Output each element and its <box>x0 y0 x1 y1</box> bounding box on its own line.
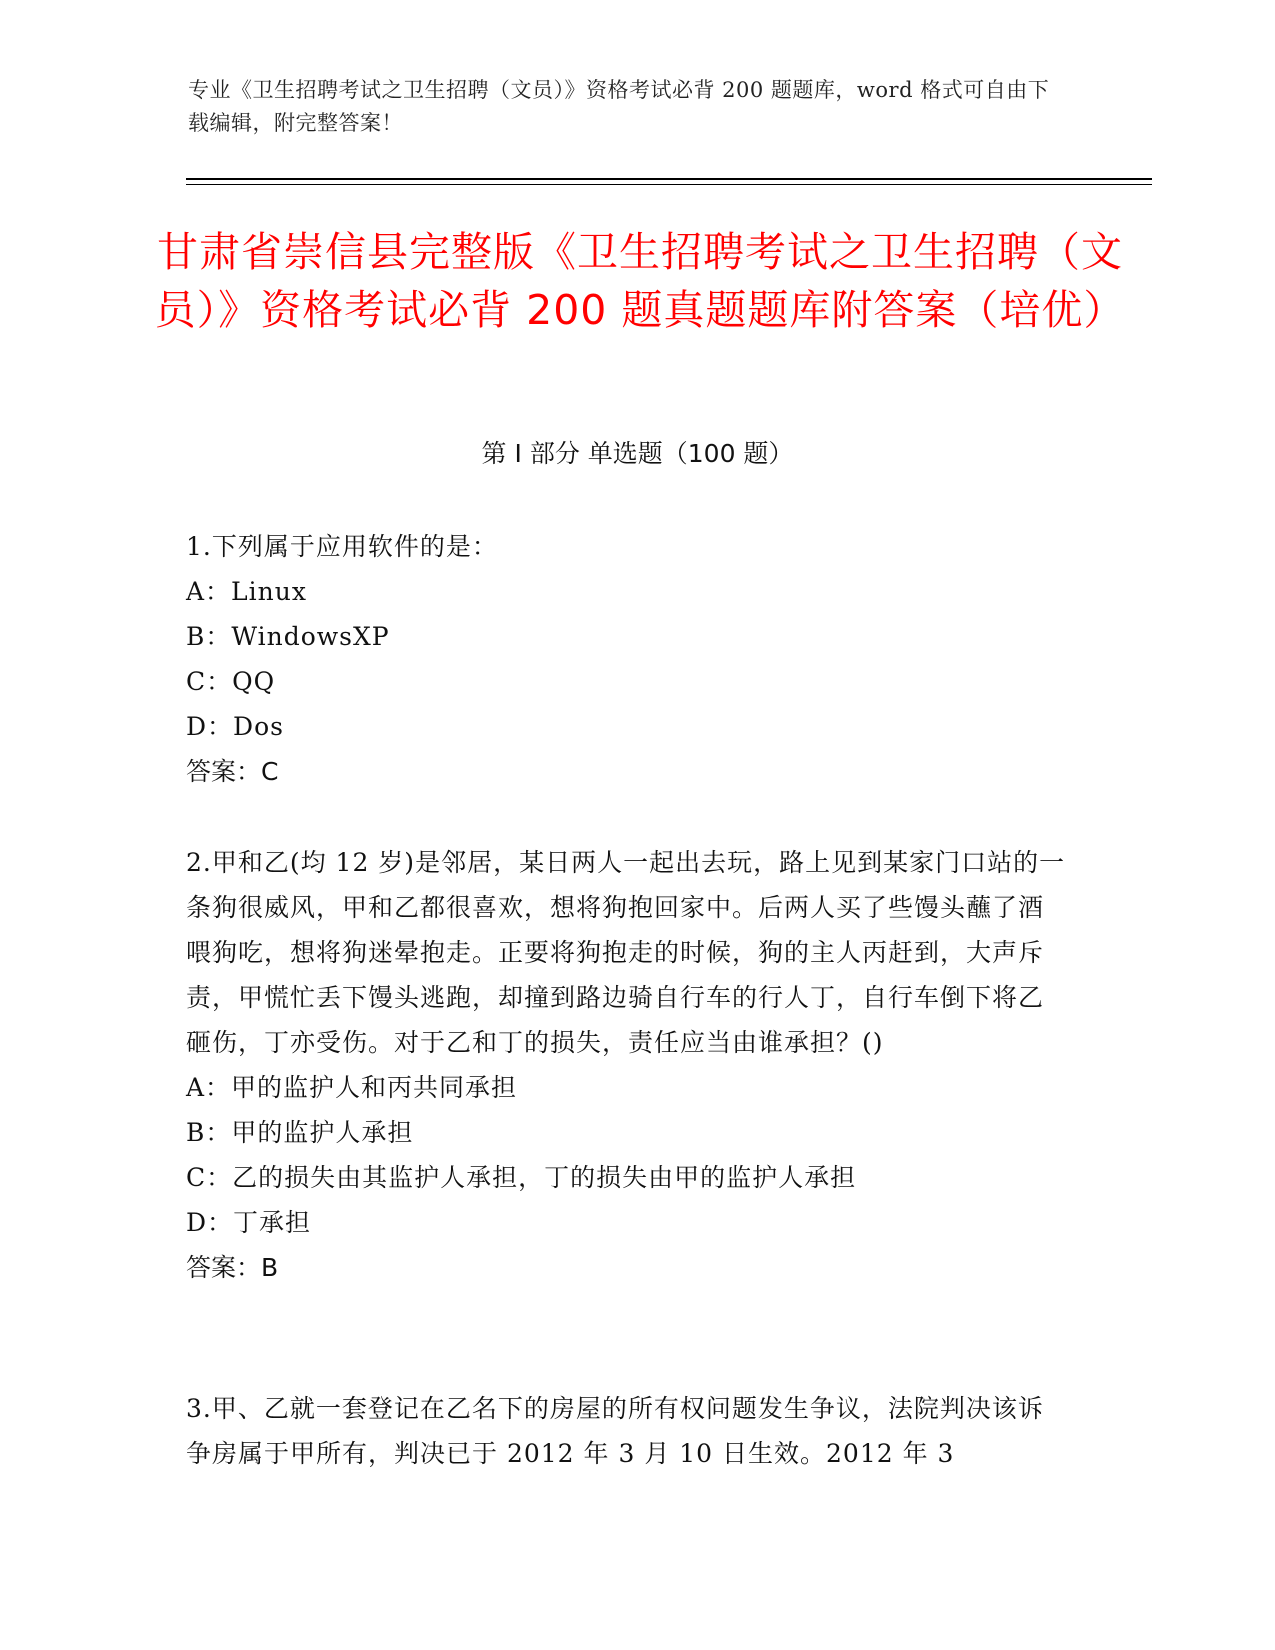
option-d: D：丁承担 <box>186 1208 312 1237</box>
document-title: 甘肃省崇信县完整版《卫生招聘考试之卫生招聘（文员）》资格考试必背 200 题真题题库附答案（培优） <box>154 228 1126 334</box>
answer: 答案：C <box>186 757 279 786</box>
question-stem: 3.甲、乙就一套登记在乙名下的房屋的所有权问题发生争议，法院判决该诉争房属于甲所有，判决已于 2012 年 3 月 10 日生效。2012 年 3 <box>186 1394 1044 1468</box>
section-title: 第 I 部分 单选题（100 题） <box>481 439 794 468</box>
option-c: C：乙的损失由其监护人承担，丁的损失由甲的监护人承担 <box>186 1163 857 1192</box>
question-3 <box>186 1386 1066 1476</box>
header-divider-thick <box>186 178 1152 180</box>
option-c: C：QQ <box>186 667 276 696</box>
option-a: A：Linux <box>186 577 307 606</box>
option-b: B：甲的监护人承担 <box>186 1118 414 1147</box>
answer: 答案：B <box>186 1253 279 1282</box>
question-stem: 2.甲和乙(均 12 岁)是邻居，某日两人一起出去玩，路上见到某家门口站的一条狗很威风，甲和乙都很喜欢，想将狗抱回家中。后两人买了些馒头蘸了酒喂狗吃，想将狗迷晕抱走。正要将狗抱走的时候，狗的主人丙赶到，大声斥责，甲慌忙丢下馒头逃跑，却撞到路边骑自行车的行人丁，自行车倒下将乙砸伤，丁亦受伤。对于乙和丁的损失，责任应当由谁承担？() <box>186 848 1066 1057</box>
header-note: 专业《卫生招聘考试之卫生招聘（文员）》资格考试必背 200 题题库，word 格式可自由下载编辑，附完整答案！ <box>188 78 1050 135</box>
option-a: A：甲的监护人和丙共同承担 <box>186 1073 518 1102</box>
option-b: B：WindowsXP <box>186 622 390 651</box>
question-1 <box>186 524 1066 794</box>
option-d: D：Dos <box>186 712 284 741</box>
question-2 <box>186 840 1066 1290</box>
question-stem: 1.下列属于应用软件的是： <box>186 532 498 561</box>
header-divider-thin <box>186 184 1152 185</box>
